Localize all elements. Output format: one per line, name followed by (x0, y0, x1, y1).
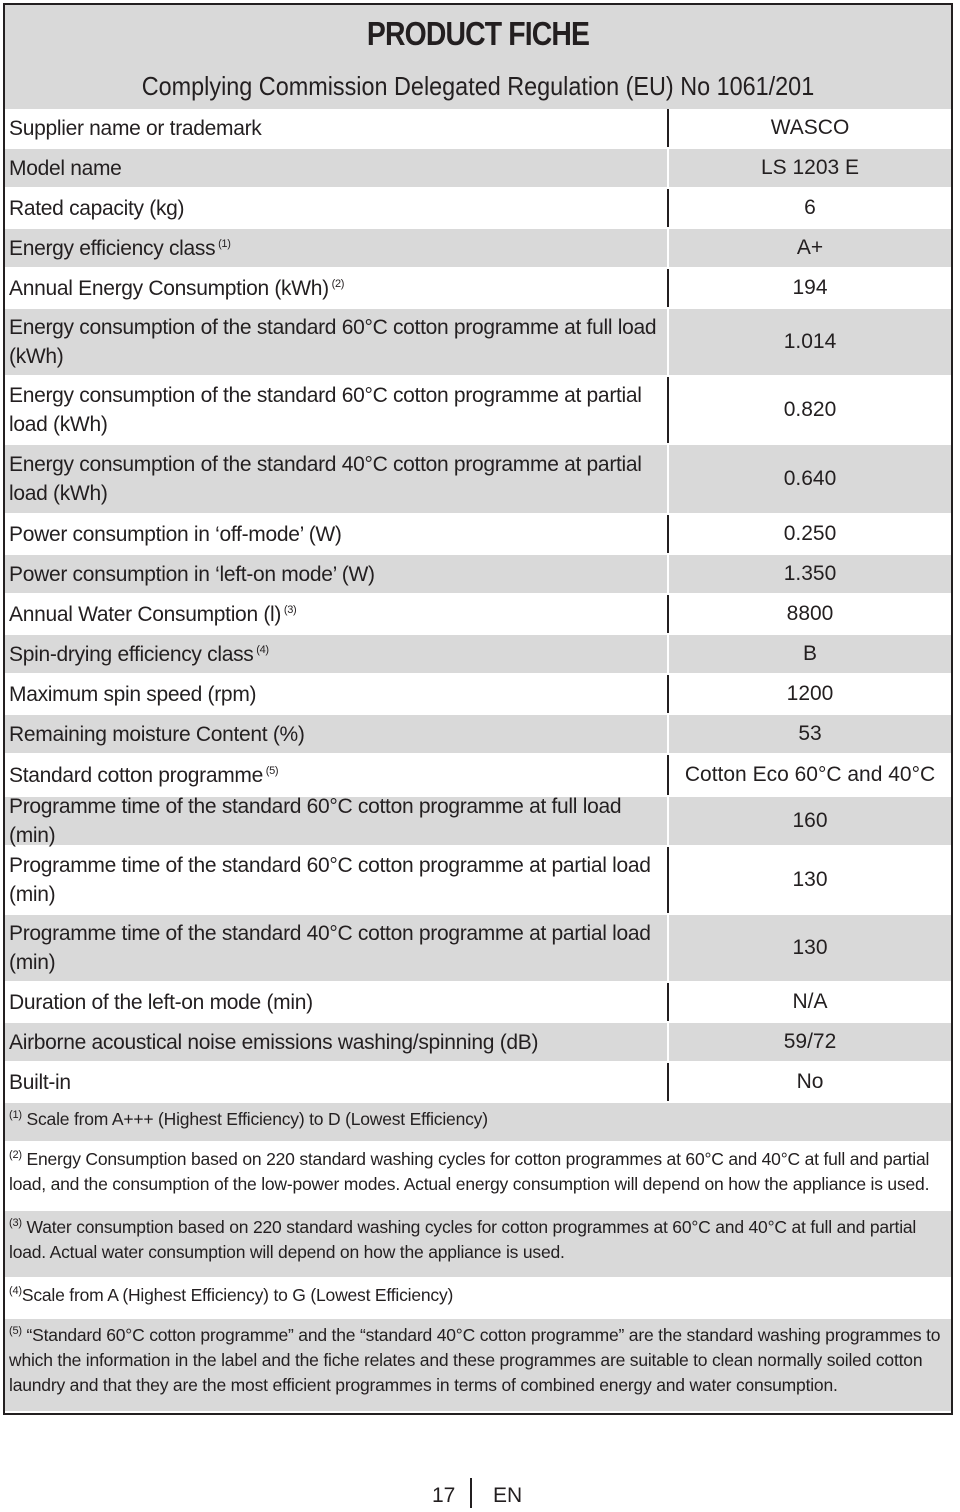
row-label (9, 755, 659, 795)
footnote-text: “Standard 60°C cotton programme” and the “standard 40°C cotton programme” are the standard washing programmes to which the information in the label and the fiche relates and these programmes are suitable to clean normally soiled cotton laundry and that they are the most efficient programmes in terms of combined energy and water consumption. (9, 1325, 941, 1395)
fiche-subtitle: Complying Commission Delegated Regulation (EU) No 1061/201 (141, 71, 815, 101)
row-label (9, 189, 659, 227)
table-row (5, 377, 951, 445)
row-label (9, 309, 659, 375)
row-label-text: Programme time of the standard 40°C cotton programme at partial load (min) (9, 922, 651, 974)
footnote-marker: (1) (215, 237, 231, 250)
row-label-text: Supplier name or trademark (9, 116, 262, 140)
row-label (9, 109, 659, 147)
row-value: 130 (667, 915, 951, 981)
row-label-text: Programme time of the standard 60°C cotton programme at full load (min) (9, 795, 622, 847)
table-row (5, 915, 951, 983)
footnote-marker: (5) (262, 764, 279, 777)
row-label (9, 797, 659, 845)
table-row (5, 269, 951, 309)
row-value: N/A (667, 983, 951, 1021)
footnote-text: Scale from A+++ (Highest Efficiency) to D (Lowest Efficiency) (21, 1109, 488, 1129)
row-value: 53 (667, 715, 951, 753)
table-row (5, 189, 951, 229)
row-label (9, 675, 659, 713)
row-label (9, 149, 659, 187)
row-value: 1.014 (667, 309, 951, 375)
footnote-marker: (1) (9, 1109, 22, 1122)
row-label-text: Energy consumption of the standard 60°C cotton programme at partial load (kWh) (9, 384, 642, 436)
row-value: 59/72 (667, 1023, 951, 1061)
row-value: 1.350 (667, 555, 951, 593)
fiche-header (5, 5, 951, 111)
table-row (5, 309, 951, 377)
row-label-text: Annual Energy Consumption (kWh) (9, 276, 329, 300)
table-row (5, 715, 951, 755)
row-label (9, 1023, 659, 1061)
row-label-text: Remaining moisture Content (%) (9, 722, 305, 746)
row-label (9, 515, 659, 553)
table-row (5, 1023, 951, 1063)
footnote-marker: (3) (281, 603, 297, 616)
row-label (9, 983, 659, 1021)
table-row (5, 109, 951, 149)
table-row (5, 675, 951, 715)
row-value: 0.250 (667, 515, 951, 553)
row-value: Cotton Eco 60°C and 40°C (667, 755, 951, 795)
row-label (9, 1063, 659, 1101)
footnote-marker: (4) (253, 643, 269, 656)
table-row (5, 595, 951, 635)
row-label (9, 229, 659, 267)
footnote (5, 1211, 951, 1279)
row-label (9, 847, 659, 913)
row-label (9, 595, 659, 633)
row-label-text: Maximum spin speed (rpm) (9, 682, 257, 706)
row-label-text: Built-in (9, 1070, 71, 1094)
fiche-title: PRODUCT FICHE (366, 15, 590, 52)
footnote-marker: (5) (9, 1325, 22, 1338)
row-label-text: Programme time of the standard 60°C cotton programme at partial load (min) (9, 854, 651, 906)
product-fiche-table (3, 3, 953, 1415)
row-value: LS 1203 E (667, 149, 951, 187)
row-label (9, 715, 659, 753)
row-label-text: Model name (9, 156, 122, 180)
row-label (9, 915, 659, 981)
table-row (5, 515, 951, 555)
row-label (9, 269, 659, 307)
footer-divider (470, 1478, 472, 1508)
row-value: 130 (667, 847, 951, 913)
page-footer (0, 1478, 960, 1512)
row-label-text: Rated capacity (kg) (9, 196, 185, 220)
page-number: 17 (432, 1484, 456, 1507)
footnote-marker: (2) (9, 1149, 22, 1162)
row-value: 0.640 (667, 445, 951, 513)
row-label (9, 445, 659, 513)
footnote-marker: (4) (9, 1285, 22, 1298)
row-label-text: Power consumption in ‘left-on mode’ (W) (9, 562, 375, 586)
row-value: 0.820 (667, 377, 951, 443)
table-row (5, 797, 951, 847)
row-label-text: Energy consumption of the standard 60°C cotton programme at full load (kWh) (9, 316, 657, 368)
row-label-text: Energy efficiency class (9, 236, 216, 260)
footnote (5, 1103, 951, 1143)
row-label-text: Annual Water Consumption (l) (9, 602, 282, 626)
footnote-text: Scale from A (Highest Efficiency) to G (Lowest Efficiency) (21, 1285, 454, 1305)
table-row (5, 445, 951, 515)
row-value: 8800 (667, 595, 951, 633)
row-value: A+ (667, 229, 951, 267)
footnote (5, 1319, 951, 1413)
footnote (5, 1143, 951, 1211)
table-row (5, 755, 951, 797)
row-label (9, 555, 659, 593)
row-value: 6 (667, 189, 951, 227)
table-row (5, 1063, 951, 1103)
language-code: EN (493, 1484, 523, 1507)
table-row (5, 555, 951, 595)
table-row (5, 847, 951, 915)
row-value: No (667, 1063, 951, 1101)
row-value: 194 (667, 269, 951, 307)
footnote-marker: (3) (9, 1217, 22, 1230)
row-label (9, 377, 659, 443)
table-row (5, 983, 951, 1023)
row-value: B (667, 635, 951, 673)
row-label-text: Energy consumption of the standard 40°C cotton programme at partial load (kWh) (9, 453, 642, 505)
row-label-text: Spin-drying efficiency class (9, 642, 254, 666)
row-label-text: Airborne acoustical noise emissions washing/spinning (dB) (9, 1030, 539, 1054)
row-value: WASCO (667, 109, 951, 147)
footnote-text: Energy Consumption based on 220 standard washing cycles for cotton programmes at 60°C and 40°C at full and partial load, and the consumption of the low-power modes. Actual energy consumption will depend on how the appliance is used. (9, 1149, 930, 1194)
row-value: 1200 (667, 675, 951, 713)
footnote-text: Water consumption based on 220 standard washing cycles for cotton programmes at 60°C and 40°C at full and partial load. Actual water consumption will depend on how the appliance is used. (9, 1217, 917, 1262)
table-row (5, 635, 951, 675)
row-value: 160 (667, 797, 951, 845)
table-row (5, 229, 951, 269)
footnote (5, 1279, 951, 1319)
row-label (9, 635, 659, 673)
row-label-text: Duration of the left-on mode (min) (9, 990, 313, 1014)
row-label-text: Standard cotton programme (9, 763, 263, 787)
footnote-marker: (2) (328, 277, 345, 290)
table-row (5, 149, 951, 189)
row-label-text: Power consumption in ‘off-mode’ (W) (9, 522, 342, 546)
